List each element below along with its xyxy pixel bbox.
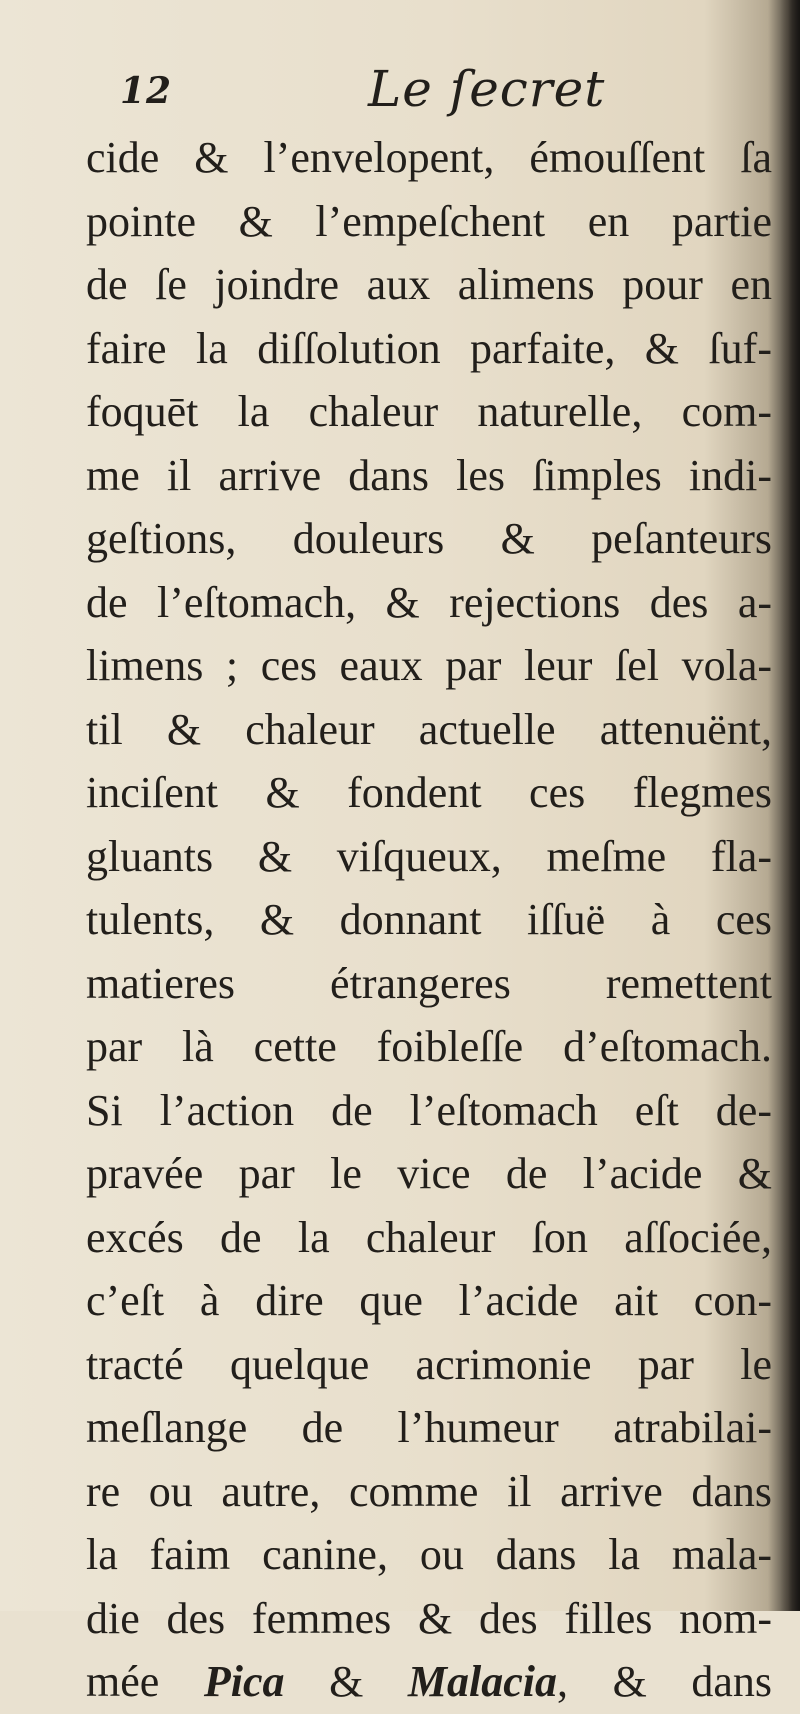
text-line: re ou autre, comme il arrive dans	[86, 1466, 772, 1516]
text-line: geſtions, douleurs & peſanteurs	[86, 514, 772, 563]
page-number: 12	[120, 70, 173, 112]
text-line: matieres étrangeres remettent	[86, 958, 772, 1008]
text-line: gluants & viſqueux, meſme fla-	[86, 831, 772, 881]
text-segment: &	[329, 1657, 364, 1706]
gutter-shadow	[780, 0, 800, 1611]
text-segment: mée	[86, 1657, 160, 1706]
text-line: pointe & l’empeſchent en partie	[86, 196, 772, 246]
italic-term-malacia: Malacia	[407, 1657, 558, 1706]
text-line: de l’eſtomach, & rejections des a-	[86, 577, 772, 627]
text-line: c’eſt à dire que l’acide ait con-	[86, 1276, 772, 1325]
text-line: foquēt la chaleur naturelle, com-	[86, 387, 772, 436]
text-line: meſlange de l’humeur atrabilai-	[86, 1403, 772, 1452]
text-line: de ſe joindre aux alimens pour en	[86, 260, 772, 309]
text-line: die des femmes & des filles nom-	[86, 1593, 772, 1643]
text-segment: , & dans	[557, 1657, 773, 1706]
text-line: la faim canine, ou dans la mala-	[86, 1530, 772, 1579]
page-header	[120, 60, 680, 130]
text-line: cide & l’envelopent, émouſſent ſa	[86, 133, 772, 182]
text-line: tracté quelque acrimonie par le	[86, 1339, 772, 1389]
text-line: til & chaleur actuelle attenuënt,	[86, 704, 772, 754]
text-line: excés de la chaleur ſon aſſociée,	[86, 1212, 772, 1262]
italic-term-pica: Pica	[203, 1657, 285, 1706]
text-line-last	[86, 1650, 772, 1714]
body-text	[86, 126, 772, 1714]
text-line: me il arrive dans les ſimples indi-	[86, 450, 772, 500]
running-title: Le ſecret	[368, 60, 606, 118]
text-line: pravée par le vice de l’acide &	[86, 1149, 772, 1198]
text-line: tulents, & donnant iſſuë à ces	[86, 895, 772, 944]
text-line: inciſent & fondent ces flegmes	[86, 768, 772, 817]
text-line: limens ; ces eaux par leur ſel vola-	[86, 641, 772, 690]
text-line: par là cette foibleſſe d’eſtomach.	[86, 1022, 772, 1071]
text-line: faire la diſſolution parfaite, & ſuf-	[86, 323, 772, 373]
text-line: Si l’action de l’eſtomach eſt de-	[86, 1085, 772, 1135]
